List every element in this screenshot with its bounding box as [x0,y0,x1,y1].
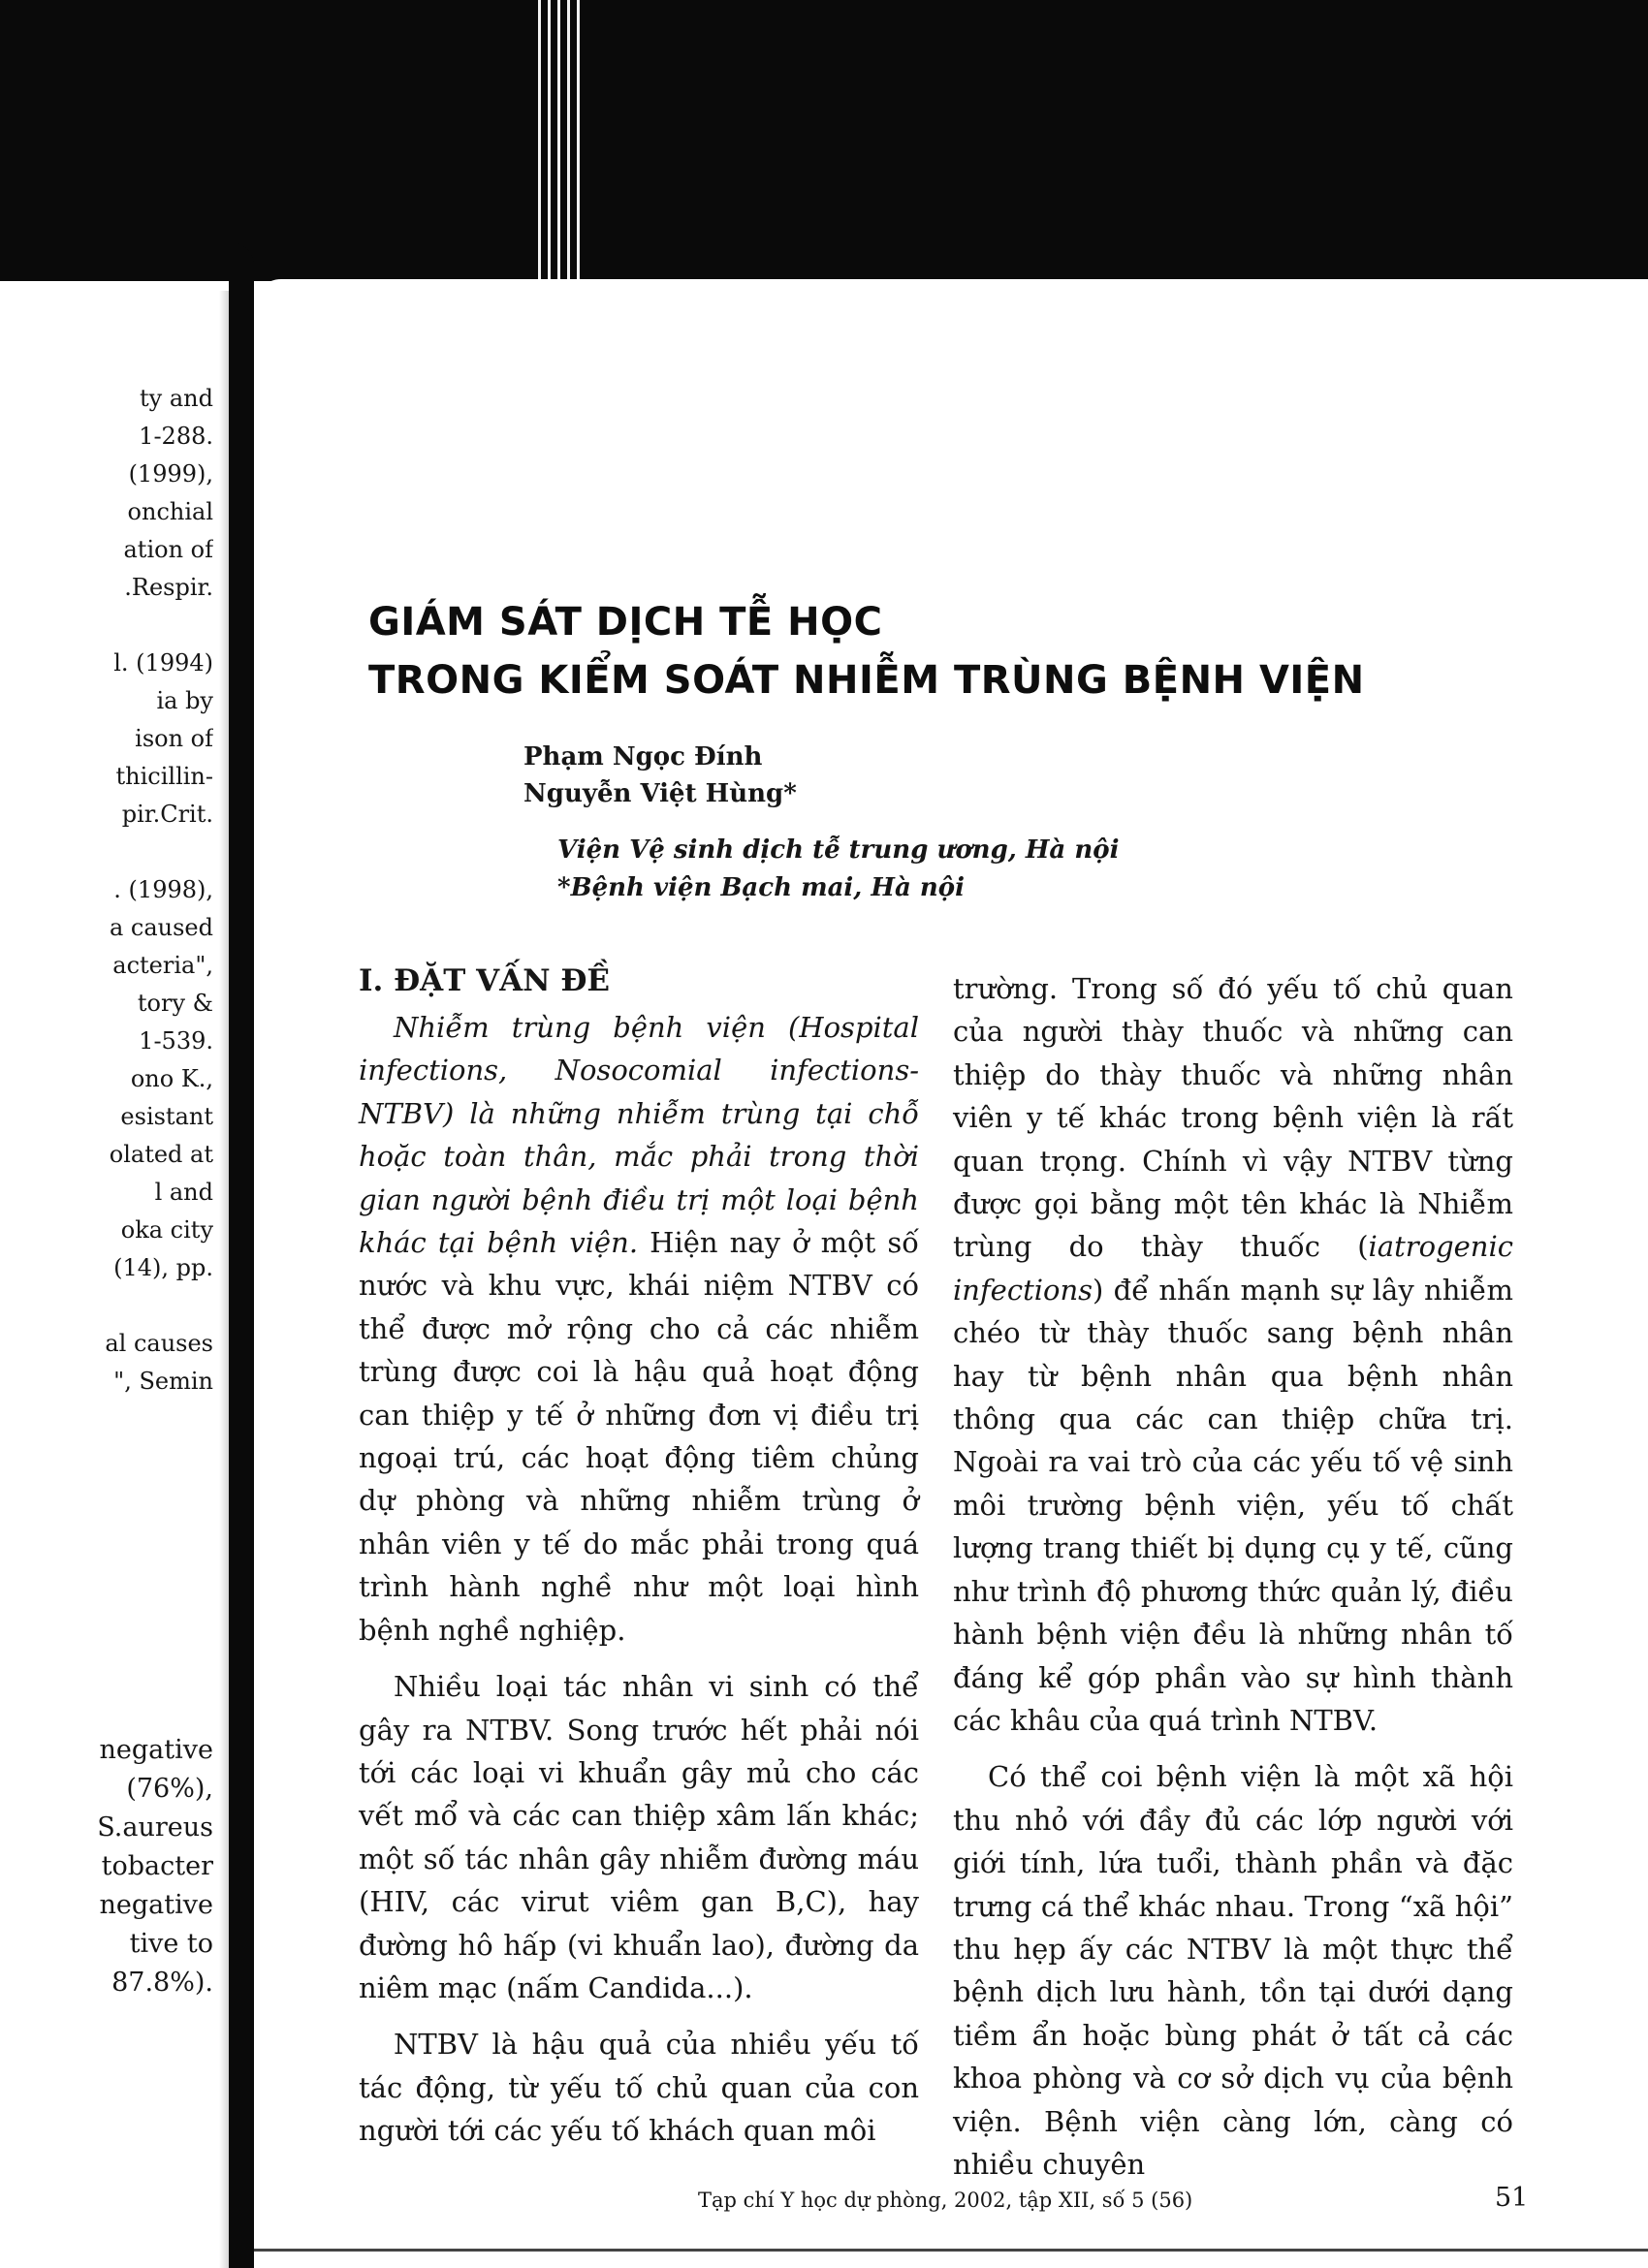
fragment-line: 1-288. [139,423,213,450]
fragment-line: l. (1994) [113,649,213,677]
paragraph-1 [359,1006,919,1652]
fragment-line: ty and [140,385,213,412]
fragment-line: pir.Crit. [121,801,213,828]
page-number: 51 [1495,2183,1529,2213]
affiliation-1: Viện Vệ sinh dịch tễ trung ương, Hà nội [557,835,1120,865]
body-column-left [359,960,919,2153]
paragraph-1-text: Hiện nay ở một số nước và khu vực, khái niệm NTBV có thể được mở rộng cho cả các nhiễm trùng được coi là hậu quả hoạt động can thiệp y tế ở những đơn vị điều trị ngoại trú, các hoạt động tiêm chủng dự phòng và những nhiễm trùng ở nhân viên y tế do mắc phải trong quá trình hành nghề như một loại hình bệnh nghề nghiệp. [359,1226,919,1647]
fragment-line: ison of [135,725,213,752]
title-line-2: TRONG KIỂM SOÁT NHIỄM TRÙNG BỆNH VIỆN [368,658,1365,703]
scan-binding-stripe [531,0,582,291]
fragment-line: ation of [123,536,213,563]
paragraph-4-italic: iatrogenic infections [953,1230,1513,1307]
fragment-line: oka city [120,1216,213,1244]
fragment-line: l and [154,1179,213,1206]
paragraph-3: NTBV là hậu quả của nhiều yếu tố tác động, từ yếu tố chủ quan của con người tới các yếu tố khách quan môi [359,2028,919,2148]
fragment-line: ono K., [130,1065,213,1092]
paragraph-4-text-a: trường. Trong số đó yếu tố chủ quan của người thày thuốc và những can thiệp do thày thuốc và những nhân viên y tế khác trong bệnh viện là rất quan trọng. Chính vì vậy NTBV từng được gọi bằng một tên khác là Nhiễm trùng do thày thuốc ( [953,972,1513,1264]
paragraph-4-text-b: ) để nhấn mạnh sự lây nhiễm chéo từ thày thuốc sang bệnh nhân hay từ bệnh nhân qua bệnh nhân thông qua các can thiệp chữa trị. Ngoài ra vai trò của các yếu tố vệ sinh môi trường bệnh viện, yếu tố chất lượng trang thiết bị dụng cụ y tế, cũng như trình độ phương thức quản lý, điều hành bệnh viện đều là những nhân tố đáng kể góp phần vào sự hình thành các khâu của quá trình NTBV. [953,1273,1513,1737]
fragment-line: . (1998), [113,876,213,903]
scan-bottom-edge [254,2249,1648,2252]
fragment-line: 87.8%). [111,1968,213,1998]
author-2: Nguyễn Việt Hùng* [523,779,797,808]
fragment-line: thicillin- [115,763,213,790]
fragment-line: negative [99,1735,213,1765]
affiliation-2: *Bệnh viện Bạch mai, Hà nội [557,873,965,902]
page-gutter [229,242,254,2268]
definition-text: Nhiễm trùng bệnh viện (Hospital infections, Nosocomial infections-NTBV) là những nhiễm trùng tại chỗ hoặc toàn thân, mắc phải trong thời gian người bệnh điều trị một loại bệnh khác tại bệnh viện. [359,1011,919,1260]
fragment-line [0,834,213,871]
body-column-right [953,967,1513,2186]
fragment-line: al causes [105,1330,213,1357]
fragment-line: .Respir. [124,574,213,601]
title-line-1: GIÁM SÁT DỊCH TỄ HỌC [368,600,883,645]
fragment-line: ia by [156,687,213,714]
fragment-line: acteria", [112,952,213,979]
fragment-line: 1-539. [139,1027,213,1055]
author-list [523,739,797,812]
fragment-line: S.aureus [97,1812,213,1843]
scan-top-dark-band [0,0,1648,281]
fragment-line: tive to [129,1929,213,1959]
paragraph-2: Nhiều loại tác nhân vi sinh có thể gây ra NTBV. Song trước hết phải nói tới các loại vi khuẩn gây mủ cho các vết mổ và các can thiệp xâm lấn khác; một số tác nhân gây nhiễm đường máu (HIV, các virut viêm gan B,C), hay đường hô hấp (vi khuẩn lao), đường da niêm mạc (nấm Candida...). [359,1670,919,2004]
left-page-text-fragments [0,1731,213,2002]
fragment-line: (14), pp. [113,1254,213,1281]
author-1: Phạm Ngọc Đính [523,742,763,772]
journal-footer: Tạp chí Y học dự phòng, 2002, tập XII, số 5 (56) [698,2189,1193,2212]
fragment-line: negative [99,1890,213,1920]
fragment-line: tory & [137,990,213,1017]
fragment-line: tobacter [101,1851,213,1881]
fragment-line [0,1287,213,1325]
fragment-line: ", Semin [113,1368,213,1395]
fragment-line: olated at [109,1141,213,1168]
paragraph-5: Có thể coi bệnh viện là một xã hội thu nhỏ với đầy đủ các lớp người với giới tính, lứa tuổi, thành phần và đặc trưng cá thể khác nhau. Trong “xã hội” thu hẹp ấy các NTBV là một thực thể bệnh dịch lưu hành, tồn tại dưới dạng tiềm ẩn hoặc bùng phát ở tất cả các khoa phòng và cơ sở dịch vụ của bệnh viện. Bệnh viện càng lớn, càng có nhiều chuyên [953,1760,1513,2181]
fragment-line [0,607,213,645]
left-page-reference-fragments [0,380,213,1401]
section-heading: I. ĐẶT VẤN ĐỀ [359,963,611,998]
paragraph-4 [953,967,1513,1742]
fragment-line: esistant [120,1103,213,1130]
affiliation-list [557,832,1119,907]
fragment-line: a caused [109,914,213,941]
fragment-line: (76%), [126,1774,213,1804]
fragment-line: onchial [127,498,213,525]
article-title [368,593,1365,709]
fragment-line: (1999), [128,460,213,488]
